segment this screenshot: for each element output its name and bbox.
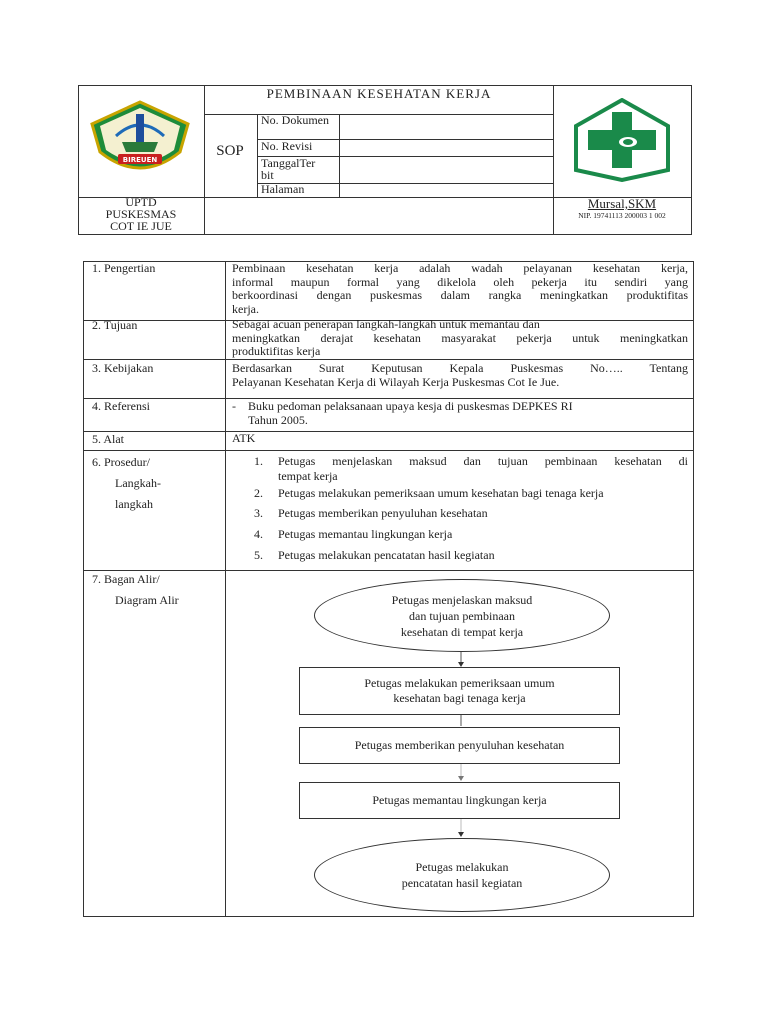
flow-step-4-line: Petugas memantau lingkungan kerja — [372, 793, 547, 807]
tujuan-text — [232, 318, 688, 359]
org-name — [80, 196, 202, 232]
flow-start-oval — [314, 579, 610, 652]
sop-label: SOP — [216, 143, 244, 159]
flow-step-5-line: pencatatan hasil kegiatan — [401, 876, 523, 890]
label-referensi: 4. Referensi — [92, 399, 150, 413]
page-title: PEMBINAAN KESEHATAN KERJA — [266, 86, 492, 101]
referensi-line: Buku pedoman pelaksanaan upaya kesja di puskesmas DEPKES RI — [248, 399, 573, 413]
flow-step-2-box — [299, 667, 620, 715]
flow-end-oval — [314, 838, 610, 912]
kebijakan-line: Berdasarkan Surat Keputusan Kepala Puskesmas No….. Tentang — [232, 361, 688, 375]
flow-step-3-box — [299, 727, 620, 764]
step-number: 1. — [254, 454, 263, 468]
flow-step-2-line: kesehatan bagi tenaga kerja — [393, 691, 526, 705]
referensi-line: Tahun 2005. — [248, 412, 308, 427]
label-prosedur-2: Langkah- — [115, 476, 161, 490]
referensi-bullet: - — [232, 399, 236, 413]
field-halaman: Halaman — [261, 182, 305, 196]
tujuan-line: Sebagai acuan penerapan langkah-langkah untuk memantau dan — [232, 317, 540, 331]
flow-step-1-line: kesehatan di tempat kerja — [400, 624, 524, 639]
field-tanggal-terbit: TanggalTer bit — [261, 156, 316, 182]
label-alat: 5. Alat — [92, 432, 124, 446]
label-kebijakan: 3. Kebijakan — [92, 361, 154, 375]
step-text: Petugas melakukan pemeriksaan umum kesehatan bagi tenaga kerja — [278, 486, 604, 500]
step-text: Petugas memantau lingkungan kerja — [278, 527, 453, 541]
signer-nip: NIP. 19741113 200003 1 002 — [578, 211, 666, 220]
pengertian-text — [232, 262, 688, 316]
referensi-text — [248, 400, 688, 427]
pengertian-line: Pembinaan kesehatan kerja adalah wadah pelayanan kesehatan kerja, — [232, 261, 688, 275]
flow-step-2-line: Petugas melakukan pemeriksaan umum — [364, 676, 555, 690]
step-text: Petugas memberikan penyuluhan kesehatan — [278, 506, 488, 520]
flow-step-1 — [392, 592, 533, 640]
pengertian-line: kerja. — [232, 301, 259, 316]
flow-step-4-box — [299, 782, 620, 819]
org-line-2: PUSKESMAS — [105, 207, 177, 221]
field-no-dokumen: No. Dokumen — [261, 113, 329, 127]
kebijakan-text — [232, 362, 688, 389]
step-number: 4. — [254, 527, 263, 541]
puskesmas-logo — [572, 98, 672, 182]
step-number: 5. — [254, 548, 263, 562]
flow-step-1-line: Petugas menjelaskan maksud — [391, 592, 533, 607]
step-number: 2. — [254, 486, 263, 500]
step-text: tempat kerja — [278, 469, 338, 483]
step-text: Petugas melakukan pencatatan hasil kegiatan — [278, 548, 495, 562]
flow-step-3-line: Petugas memberikan penyuluhan kesehatan — [354, 738, 565, 752]
bireuen-logo — [86, 96, 194, 180]
step-number: 3. — [254, 506, 263, 520]
logo-left-text: BIREUEN — [122, 156, 158, 164]
label-bagan-2: Diagram Alir — [115, 593, 179, 607]
label-bagan: 7. Bagan Alir/ — [92, 572, 160, 586]
label-pengertian: 1. Pengertian — [92, 261, 156, 275]
org-line-1: UPTD — [125, 195, 157, 209]
tujuan-line: produktifitas kerja — [232, 344, 321, 358]
pengertian-line: informal maupun formal yang dikelola oleh pekerja itu sendiri yang — [232, 274, 688, 289]
signer-name: Mursal,SKM — [587, 196, 657, 211]
label-prosedur-3: langkah — [115, 497, 153, 511]
kebijakan-line: Pelayanan Kesehatan Kerja di Wilayah Kerja Puskesmas Cot Ie Jue. — [232, 374, 560, 389]
tujuan-line: meningkatkan derajat kesehatan masyarakat pekerja untuk meningkatkan — [232, 330, 688, 345]
step-text: Petugas menjelaskan maksud dan tujuan pembinaan kesehatan di — [278, 454, 688, 468]
alat-value: ATK — [232, 431, 256, 445]
flow-step-5-line: Petugas melakukan — [415, 860, 509, 874]
label-prosedur: 6. Prosedur/ — [92, 455, 150, 469]
field-no-revisi: No. Revisi — [261, 139, 313, 153]
org-line-3: COT IE JUE — [110, 219, 172, 233]
flow-step-1-line: dan tujuan pembinaan — [409, 608, 515, 623]
pengertian-line: berkoordinasi dengan puskesmas dalam rangka meningkatkan produktifitas — [232, 288, 688, 302]
label-tujuan: 2. Tujuan — [92, 318, 138, 332]
